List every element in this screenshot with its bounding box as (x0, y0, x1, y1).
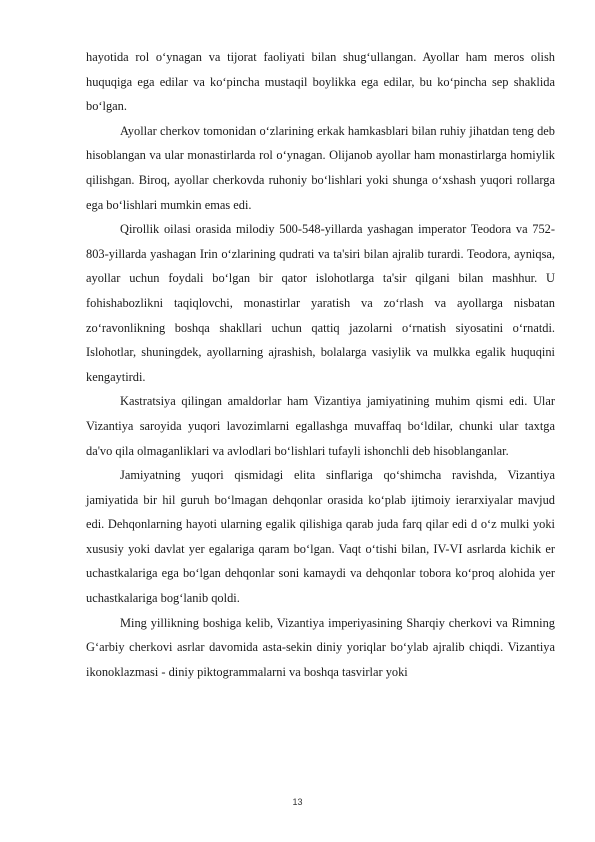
paragraph-3: Qirollik oilasi orasida milodiy 500-548-yillarda yashagan imperator Teodora va 752-803-yillarda yashagan Irin o‘zlarining qudrati va ta'siri bilan ajralib turardi. Teodora, ayniqsa, ayollar uchun foydali bo‘lgan bir qator islohotlarga ta'sir qilgani bilan mashhur. U fohishabozlikni taqiqlovchi, monastirlar yaratish va zo‘rlash va ayollarga nisbatan zo‘ravonlikning boshqa shakllari uchun qattiq jazolarni o‘rnatish siyosatini o‘rnatdi. Islohotlar, shuningdek, ayollarning ajrashish, bolalarga vasiylik va mulkka egalik huquqini kengaytirdi. (86, 222, 555, 384)
paragraph-2: Ayollar cherkov tomonidan o‘zlarining erkak hamkasblari bilan ruhiy jihatdan teng deb hisoblangan va ular monastirlarda rol o‘ynagan. Olijanob ayollar ham monastirlarga homiylik qilishgan. Biroq, ayollar cherkovda ruhoniy bo‘lishlari yoki shunga o‘xshash yuqori rollarga ega bo‘lishlari mumkin emas edi. (86, 123, 555, 212)
page-number: 13 (292, 797, 303, 807)
paragraph-1: hayotida rol o‘ynagan va tijorat faoliyati bilan shug‘ullangan. Ayollar ham meros olish huquqiga ega edilar va ko‘pincha mustaqil boylikka ega edilar, bu ko‘pincha sep shaklida bo‘lgan. (86, 50, 555, 114)
paragraph-5: Jamiyatning yuqori qismidagi elita sinflariga qo‘shimcha ravishda, Vizantiya jamiyatida bir hil guruh bo‘lmagan dehqonlar orasida ko‘plab ijtimoiy ierarxiyalar mavjud edi. Dehqonlarning hayoti ularning egalik qilishiga qarab juda farq qilar edi d o‘z mulki yoki xususiy yoki davlat yer egalariga qaram bo‘lgan. Vaqt o‘tishi bilan, IV-VI asrlarda kichik er uchastkalariga ega bo‘lgan dehqonlar soni kamaydi va dehqonlar tobora ko‘proq alohida yer uchastkalariga bog‘lanib qoldi. (86, 468, 555, 606)
document-body (86, 45, 555, 684)
paragraph-4: Kastratsiya qilingan amaldorlar ham Vizantiya jamiyatining muhim qismi edi. Ular Vizantiya saroyida yuqori lavozimlarni egallashga muvaffaq bo‘ldilar, chunki ular taxtga da'vo qila olmaganliklari va avlodlari bo‘lishlari tufayli ishonchli deb hisoblanganlar. (86, 394, 555, 458)
paragraph-6: Ming yillikning boshiga kelib, Vizantiya imperiyasining Sharqiy cherkovi va Rimning G‘arbiy cherkovi asrlar davomida asta-sekin diniy yoriqlar bo‘ylab ajralib chiqdi. Vizantiya ikonoklazmasi - diniy piktogrammalarni va boshqa tasvirlar yoki (86, 615, 555, 679)
